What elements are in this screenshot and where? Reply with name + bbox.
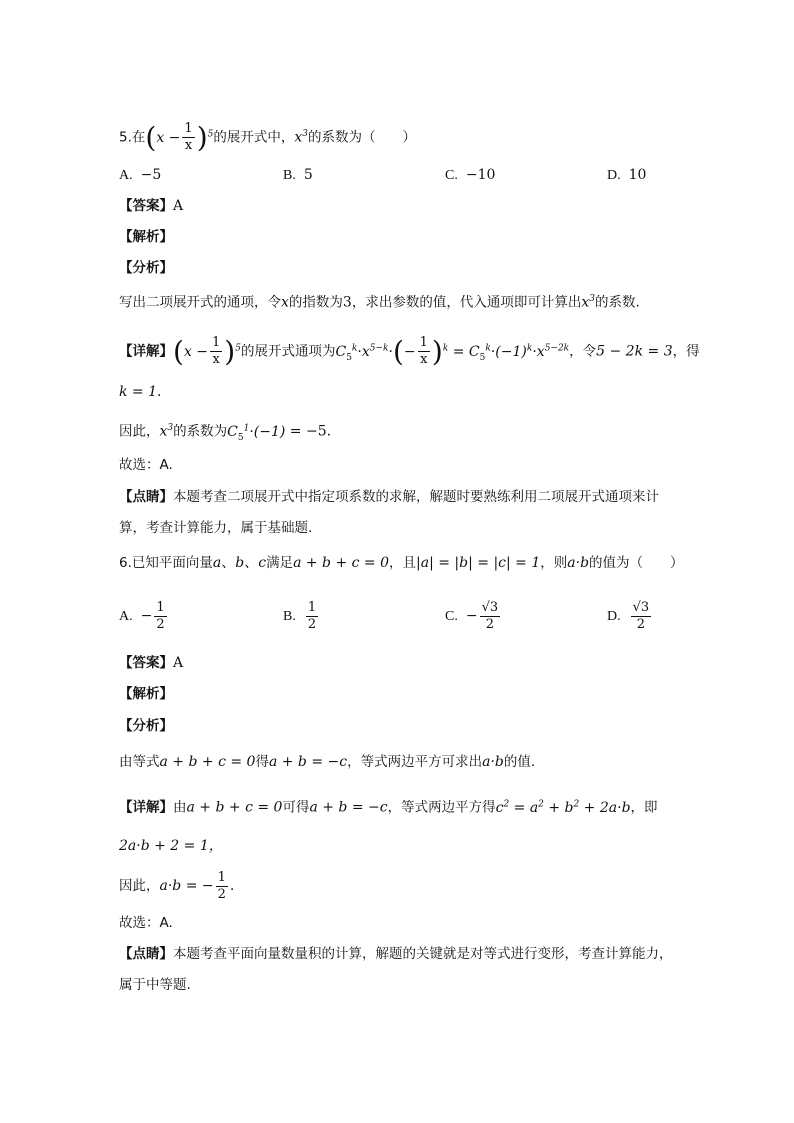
q6-fenxi-label: 【分析】 bbox=[119, 718, 173, 734]
q5-option-a: A. −5 bbox=[119, 167, 162, 183]
q6-answer: 【答案】A bbox=[119, 655, 184, 671]
q5-answer: 【答案】A bbox=[119, 198, 184, 214]
q5-option-b: B. 5 bbox=[283, 167, 313, 183]
q6-therefore: 因此，a·b = − $\frac{1}{2}$ . bbox=[119, 869, 235, 902]
q6-stem: 6.已知平面向量a、b、c满足a + b + c = 0，且|a| = |b| = |c| = 1，则a·b的值为（ ） bbox=[119, 555, 684, 571]
q6-xiangjie: 【详解】由a + b + c = 0可得a + b = −c，等式两边平方得$c^2 = a^2 + b^2 + 2a\cdot b$，即 bbox=[119, 799, 658, 816]
q5-choose: 故选：A. bbox=[119, 457, 173, 473]
q5-fenxi-text: 写出二项展开式的通项，令x的指数为3，求出参数的值，代入通项即可计算出$x^3$的系数. bbox=[119, 294, 640, 311]
q5-analysis-label: 【解析】 bbox=[119, 229, 173, 245]
q6-option-a: A. − $\frac{1}{2}$ bbox=[119, 599, 165, 632]
q6-choose: 故选：A. bbox=[119, 915, 173, 931]
q6-dianjing-2: 属于中等题. bbox=[119, 977, 191, 993]
q6-dianjing-1: 【点睛】本题考查平面向量数量积的计算，解题的关键就是对等式进行变形，考查计算能力， bbox=[119, 946, 673, 962]
q5-therefore: 因此，$x^3$的系数为$C_5^1\cdot(-1) = -5$. bbox=[119, 423, 332, 443]
q6-fenxi-text: 由等式a + b + c = 0得a + b = −c，等式两边平方可求出a·b的值. bbox=[119, 754, 536, 770]
q5-binomial: (x − $\frac{1}{x}$ )$^5$ bbox=[145, 120, 214, 154]
q6-option-c: C. − $\frac{√3}{2}$ bbox=[445, 599, 499, 632]
q5-fenxi-label: 【分析】 bbox=[119, 260, 173, 276]
q6-line2: 2a·b + 2 = 1， bbox=[119, 838, 223, 854]
q5-dianjing-2: 算，考查计算能力，属于基础题. bbox=[119, 520, 313, 536]
q5-option-c: C. −10 bbox=[445, 167, 496, 183]
q5-dianjing-1: 【点睛】本题考查二项展开式中指定项系数的求解，解题时要熟练利用二项展开式通项来计 bbox=[119, 489, 659, 505]
q5-option-d: D. 10 bbox=[607, 167, 647, 183]
q6-analysis-label: 【解析】 bbox=[119, 686, 173, 702]
q5-general-term: $C_5^k\cdot x^{5-k}\cdot(-$ $\frac{1}{x}$ )$^k = C_5^k\cdot(-1)^k\cdot x^{5-2k}$ bbox=[335, 334, 570, 368]
q5-k-line: k = 1. bbox=[119, 384, 162, 400]
q6-option-b: B. $\frac{1}{2}$ bbox=[283, 599, 317, 632]
q6-option-d: D. $\frac{√3}{2}$ bbox=[607, 599, 650, 632]
q5-xiangjie: 【详解】(x − $\frac{1}{x}$ )$^5$的展开式通项为$C_5^k\cdot x^{5-k}\cdot(-$ $\frac{1}{x}$ )$^k = C_5^k\cdot(-1)^k\cdot x^{5-2k}$，令5 − 2k = 3，得 bbox=[119, 334, 700, 368]
q5-stem: 5.在(x − $\frac{1}{x}$ )$^5$的展开式中，$x^3$的系数为（ ） bbox=[119, 120, 416, 154]
